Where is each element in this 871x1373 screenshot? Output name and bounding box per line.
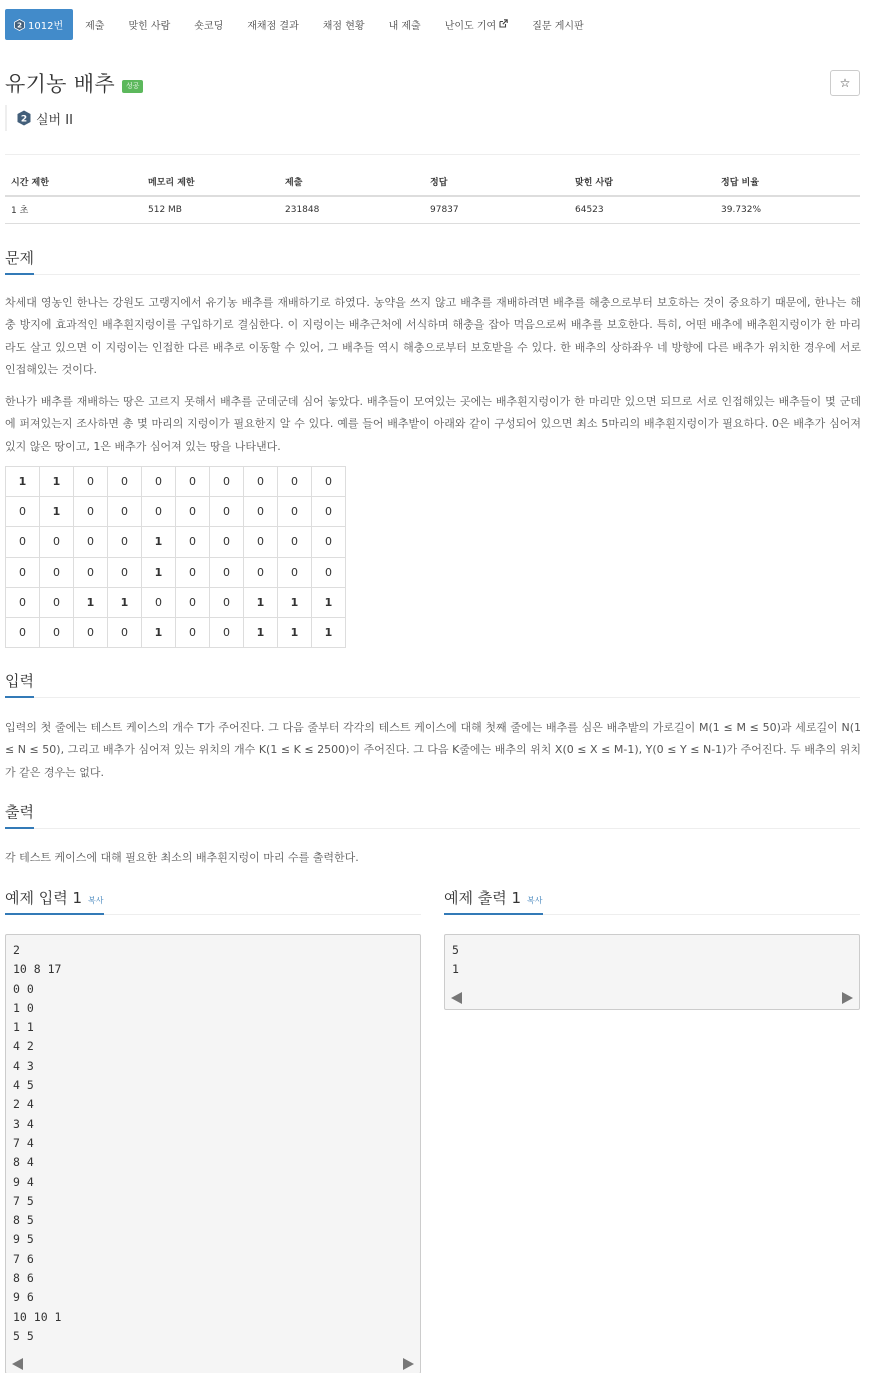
code-line: 7 4 [13,1135,34,1150]
section-output-heading [5,801,860,829]
section-problem-heading [5,247,860,275]
grid-row [6,467,346,497]
problem-description-p1: 차세대 영농인 한나는 강원도 고랭지에서 유기농 배추를 재배하기로 하였다. 농약을 쓰지 않고 배추를 재배하려면 배추를 해충으로부터 보호하는 것이 중요하기 때문에, 한나는 해충 방지에 효과적인 배추흰지렁이를 구입하기로 결심한다. 이 지렁이는 배추근처에 서식하며 해충을 잡아 먹음으로써 배추를 보호한다. 특히, 어떤 배추에 배추흰지렁이가 한 마리라도 살고 있으면 이 지렁이는 인접한 다른 배추로 이동할 수 있어, 그 배추들 역시 해충으로부터 보호받을 수 있다. 한 배추의 상하좌우 네 방향에 다른 배추가 위치한 경우에 서로 인접해있는 것이다. [5,296,861,376]
grid-cell: 0 [40,617,74,647]
grid-cell: 0 [40,557,74,587]
grid-cell: 0 [108,497,142,527]
grid-cell: 0 [244,527,278,557]
section-title: 출력 [5,801,34,829]
solved-users-cell: 64523 [569,196,715,223]
sample-output-label: 예제 출력 1 [444,889,522,907]
sample-input-code [6,935,420,1346]
grid-row [6,527,346,557]
scroll-right-icon[interactable] [842,992,853,1004]
code-line: 10 8 17 [13,962,62,977]
code-line: 7 5 [13,1193,34,1208]
grid-cell: 0 [312,467,346,497]
accepted-cell: 97837 [424,196,569,223]
grid-cell: 0 [244,467,278,497]
tab-problem[interactable] [5,9,73,40]
star-icon: ☆ [839,76,851,90]
section-title: 문제 [5,247,34,275]
grid-cell: 1 [278,617,312,647]
sample-input-heading [5,887,421,915]
code-line: 1 1 [13,1020,34,1035]
grid-cell: 0 [210,557,244,587]
cabbage-field-table [5,466,346,648]
table-header: 맞힌 사람 [569,168,715,196]
table-header: 시간 제한 [5,168,142,196]
sample-output-heading [444,887,860,915]
tab-my-submissions[interactable]: 내 제출 [388,21,421,32]
table-row [5,196,860,223]
scroll-left-icon[interactable] [12,1358,23,1370]
grid-row [6,617,346,647]
output-description: 각 테스트 케이스에 대해 필요한 최소의 배추흰지렁이 마리 수를 출력한다. [5,851,359,864]
grid-cell: 0 [176,527,210,557]
grid-cell: 0 [312,497,346,527]
grid-cell: 0 [278,527,312,557]
grid-cell: 0 [6,527,40,557]
tab-solved-users[interactable]: 맞힌 사람 [128,21,171,32]
tab-short-coding[interactable]: 숏코딩 [194,21,224,32]
tab-difficulty-label: 난이도 기여 [444,21,497,32]
grid-cell: 0 [278,497,312,527]
code-line: 4 2 [13,1039,34,1054]
accept-ratio-cell: 39.732% [715,196,860,223]
problem-description-p2: 한나가 배추를 재배하는 땅은 고르지 못해서 배추를 군데군데 심어 놓았다. 배추들이 모여있는 곳에는 배추흰지렁이가 한 마리만 있으면 되므로 서로 인접해있는 배추들이 몇 군데에 퍼져있는지 조사하면 총 몇 마리의 지렁이가 필요한지 알 수 있다. 예를 들어 배추밭이 아래와 같이 구성되어 있으면 최소 5마리의 배추흰지렁이가 필요하다. 0은 배추가 심어져 있지 않은 땅이고, 1은 배추가 심어져 있는 땅을 나타낸다. [5,395,861,453]
tab-submit[interactable]: 제출 [85,21,105,32]
code-line: 10 10 1 [13,1309,62,1324]
time-limit-cell: 1 초 [5,196,142,223]
code-line: 1 0 [13,1000,34,1015]
grid-cell: 0 [176,497,210,527]
sample-input-box[interactable] [5,934,421,1373]
code-line: 3 4 [13,1116,34,1131]
tab-problem-label: 1012번 [28,21,64,32]
problem-title-row [5,68,143,98]
grid-cell: 0 [210,467,244,497]
grid-cell: 0 [6,617,40,647]
copy-sample-input-button[interactable]: 복사 [88,896,104,905]
code-line: 9 6 [13,1290,34,1305]
grid-cell: 0 [108,467,142,497]
code-line: 1 [452,962,459,977]
grid-cell: 0 [108,527,142,557]
grid-cell: 0 [210,617,244,647]
grid-row [6,587,346,617]
grid-cell: 0 [142,497,176,527]
grid-cell: 0 [40,527,74,557]
grid-cell: 0 [210,587,244,617]
tab-difficulty-contribution[interactable] [433,9,520,40]
grid-cell: 0 [6,587,40,617]
table-header: 메모리 제한 [142,168,279,196]
section-title: 입력 [5,670,34,698]
svg-text:2: 2 [17,21,22,30]
submissions-cell: 231848 [279,196,424,223]
code-line: 8 4 [13,1155,34,1170]
code-line: 2 4 [13,1097,34,1112]
sample-output-code [445,935,859,980]
grid-cell: 1 [40,497,74,527]
divider [5,154,860,155]
sample-output-label-wrap [444,887,543,915]
sample-input-label-wrap [5,887,104,915]
grid-cell: 1 [108,587,142,617]
grid-cell: 0 [74,467,108,497]
copy-sample-output-button[interactable]: 복사 [527,896,543,905]
table-header: 정답 [424,168,569,196]
external-link-icon [499,19,508,31]
input-description: 입력의 첫 줄에는 테스트 케이스의 개수 T가 주어진다. 그 다음 줄부터 각각의 테스트 케이스에 대해 첫째 줄에는 배추를 심은 배추밭의 가로길이 M(1 ≤ M ≤ 50)과 세로길이 N(1 ≤ N ≤ 50), 그리고 배추가 심어져 있는 위치의 개수 K(1 ≤ K ≤ 2500)이 주어진다. 그 다음 K줄에는 배추의 위치 X(0 ≤ X ≤ M-1), Y(0 ≤ Y ≤ N-1)가 주어진다. 두 배추의 위치가 같은 경우는 없다. [5,721,861,779]
grid-cell: 0 [176,587,210,617]
problem-tabs [5,9,596,40]
grid-cell: 0 [278,557,312,587]
tab-question-board[interactable]: 질문 게시판 [532,21,584,32]
grid-cell: 1 [244,617,278,647]
table-header: 제출 [279,168,424,196]
code-line: 0 0 [13,981,34,996]
code-line: 5 5 [13,1328,34,1343]
grid-cell: 0 [210,527,244,557]
grid-cell: 1 [278,587,312,617]
silver-tier-icon [17,110,31,126]
grid-cell: 0 [108,617,142,647]
sample-input-label: 예제 입력 1 [5,889,83,907]
code-line: 2 [13,943,20,957]
code-line: 4 5 [13,1078,34,1093]
grid-cell: 0 [6,557,40,587]
grid-cell: 0 [74,527,108,557]
grid-cell: 0 [278,467,312,497]
tier-label: 실버 II [36,112,73,128]
silver-tier-icon [14,19,25,31]
grid-row [6,497,346,527]
grid-cell: 0 [312,557,346,587]
grid-cell: 0 [176,557,210,587]
code-line: 5 [452,943,459,957]
grid-cell: 1 [244,587,278,617]
memory-limit-cell: 512 MB [142,196,279,223]
grid-cell: 0 [74,497,108,527]
grid-cell: 0 [312,527,346,557]
table-header-row [5,168,860,196]
grid-cell: 1 [40,467,74,497]
grid-cell: 0 [210,497,244,527]
grid-cell: 0 [244,557,278,587]
grid-cell: 0 [176,467,210,497]
code-line: 9 4 [13,1174,34,1189]
page-title: 유기농 배추 [5,72,115,96]
grid-cell: 1 [74,587,108,617]
grid-cell: 1 [312,587,346,617]
problem-info-table [5,168,860,224]
grid-cell: 0 [74,557,108,587]
table-header: 정답 비율 [715,168,860,196]
grid-cell: 1 [142,557,176,587]
grid-cell: 0 [244,497,278,527]
grid-cell: 0 [176,617,210,647]
grid-cell: 1 [6,467,40,497]
code-line: 4 3 [13,1058,34,1073]
horizontal-scrollbar[interactable] [445,989,859,1007]
problem-tier [5,105,73,131]
grid-cell: 0 [142,587,176,617]
horizontal-scrollbar[interactable] [6,1355,420,1373]
grid-cell: 0 [74,617,108,647]
code-line: 8 5 [13,1213,34,1228]
tab-judge-status[interactable]: 채점 현황 [322,21,365,32]
grid-cell: 0 [40,587,74,617]
svg-text:2: 2 [20,114,28,125]
tab-rejudge-results[interactable]: 재채점 결과 [247,21,299,32]
code-line: 8 6 [13,1271,34,1286]
sample-output-box[interactable] [444,934,860,1010]
code-line: 7 6 [13,1251,34,1266]
scroll-right-icon[interactable] [403,1358,414,1370]
grid-cell: 0 [6,497,40,527]
scroll-left-icon[interactable] [451,992,462,1004]
grid-cell: 1 [142,617,176,647]
grid-cell: 1 [312,617,346,647]
favorite-star-button[interactable] [830,70,860,96]
grid-cell: 0 [142,467,176,497]
grid-cell: 1 [142,527,176,557]
section-input-heading [5,670,860,698]
grid-cell: 0 [108,557,142,587]
grid-row [6,557,346,587]
status-badge: 성공 [122,80,144,93]
code-line: 9 5 [13,1232,34,1247]
